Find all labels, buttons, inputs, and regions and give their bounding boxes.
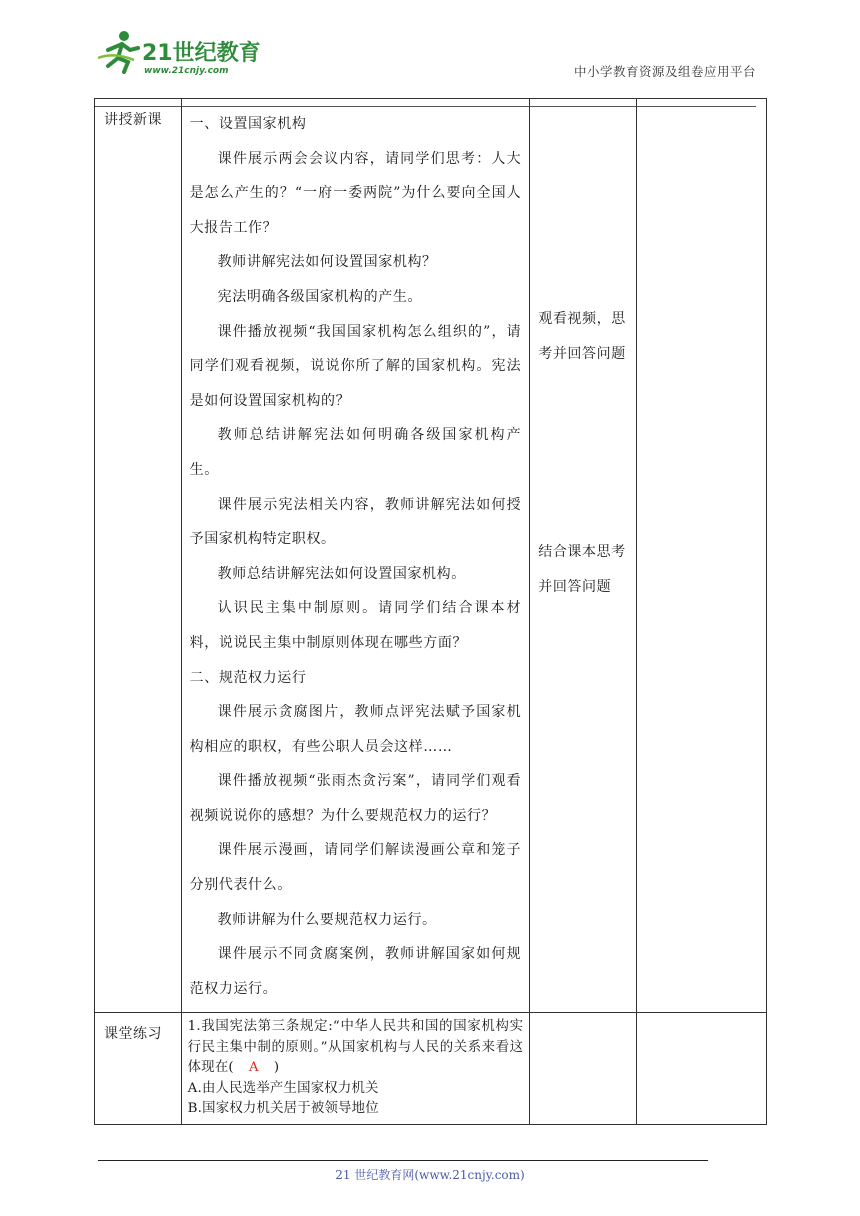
lesson-paragraph: 课件展示贪腐图片，教师点评宪法赋予国家机构相应的职权，有些公职人员会这样…… xyxy=(189,704,522,755)
student-activity-cell xyxy=(530,99,637,1013)
design-intent-cell xyxy=(637,99,767,1013)
lesson-paragraph: 教师讲解为什么要规范权力运行。 xyxy=(217,911,437,928)
lesson-paragraph: 课件展示宪法相关内容，教师讲解宪法如何授予国家机构特定职权。 xyxy=(189,496,522,548)
page-header xyxy=(94,28,756,80)
row-label-cell xyxy=(95,1013,182,1125)
runner-icon xyxy=(98,31,138,72)
lesson-content xyxy=(182,99,530,1012)
lesson-paragraph: 课件播放视频“我国国家机构怎么组织的”，请同学们观看视频，说说你所了解的国家机构。宪法是如何设置国家机构的？ xyxy=(189,323,522,409)
exercise-question xyxy=(182,1013,530,1078)
student-activity-1: 观看视频，思考并回答问题 xyxy=(538,311,626,362)
option-b: B.国家权力机关居于被领导地位 xyxy=(187,1101,379,1117)
platform-name: 中小学教育资源及组卷应用平台 xyxy=(573,64,756,79)
lesson-paragraph: 教师总结讲解宪法如何明确各级国家机构产生。 xyxy=(189,427,522,478)
table-row-lesson xyxy=(95,99,767,1013)
lesson-paragraph: 教师总结讲解宪法如何设置国家机构。 xyxy=(217,565,466,582)
row-label-cell xyxy=(95,99,182,1013)
lesson-paragraph: 课件播放视频“张雨杰贪污案”，请同学们观看视频说说你的感想？为什么要规范权力的运行？ xyxy=(189,773,522,824)
lesson-plan-table xyxy=(94,98,767,1125)
lesson-paragraph: 宪法明确各级国家机构的产生。 xyxy=(217,288,423,305)
student-activity-2: 结合课本思考并回答问题 xyxy=(538,544,626,595)
lesson-paragraph: 课件展示两会会议内容，请同学们思考：人大是怎么产生的？“一府一委两院”为什么要向全国人大报告工作？ xyxy=(189,150,522,236)
lesson-paragraph: 二、规范权力运行 xyxy=(189,669,307,686)
lesson-paragraph: 课件展示漫画，请同学们解读漫画公章和笼子分别代表什么。 xyxy=(189,842,522,894)
row-label: 讲授新课 xyxy=(104,112,162,128)
table-row-practice xyxy=(95,1013,767,1125)
logo-sub-text: www.21cnjy.com xyxy=(144,66,229,76)
question-close: ) xyxy=(273,1060,280,1076)
logo xyxy=(94,28,264,78)
row-label: 课堂练习 xyxy=(104,1026,162,1043)
answer-text: A xyxy=(248,1060,259,1076)
question-text: 1.我国宪法第三条规定:“中华人民共和国的国家机构实行民主集中制的原则。”从国家机构与人民的关系来看这体现在( xyxy=(187,1019,524,1076)
logo-main-text: 21世纪教育 xyxy=(142,41,261,66)
teacher-activity-cell xyxy=(181,99,530,1013)
lesson-paragraph: 认识民主集中制原则。请同学们结合课本材料，说说民主集中制原则体现在哪些方面？ xyxy=(189,600,522,651)
lesson-paragraph: 教师讲解宪法如何设置国家机构？ xyxy=(217,254,437,271)
design-intent-cell xyxy=(637,1013,767,1125)
option-a: A.由人民选举产生国家权力机关 xyxy=(187,1080,379,1096)
footer-text: 21 世纪教育网(www.21cnjy.com) xyxy=(335,1168,525,1182)
student-activity-cell xyxy=(530,1013,637,1125)
footer-divider xyxy=(98,1160,708,1161)
lesson-paragraph: 一、设置国家机构 xyxy=(189,116,307,132)
exercise-cell xyxy=(181,1013,530,1125)
lesson-paragraph: 课件展示不同贪腐案例，教师讲解国家如何规范权力运行。 xyxy=(189,946,522,997)
